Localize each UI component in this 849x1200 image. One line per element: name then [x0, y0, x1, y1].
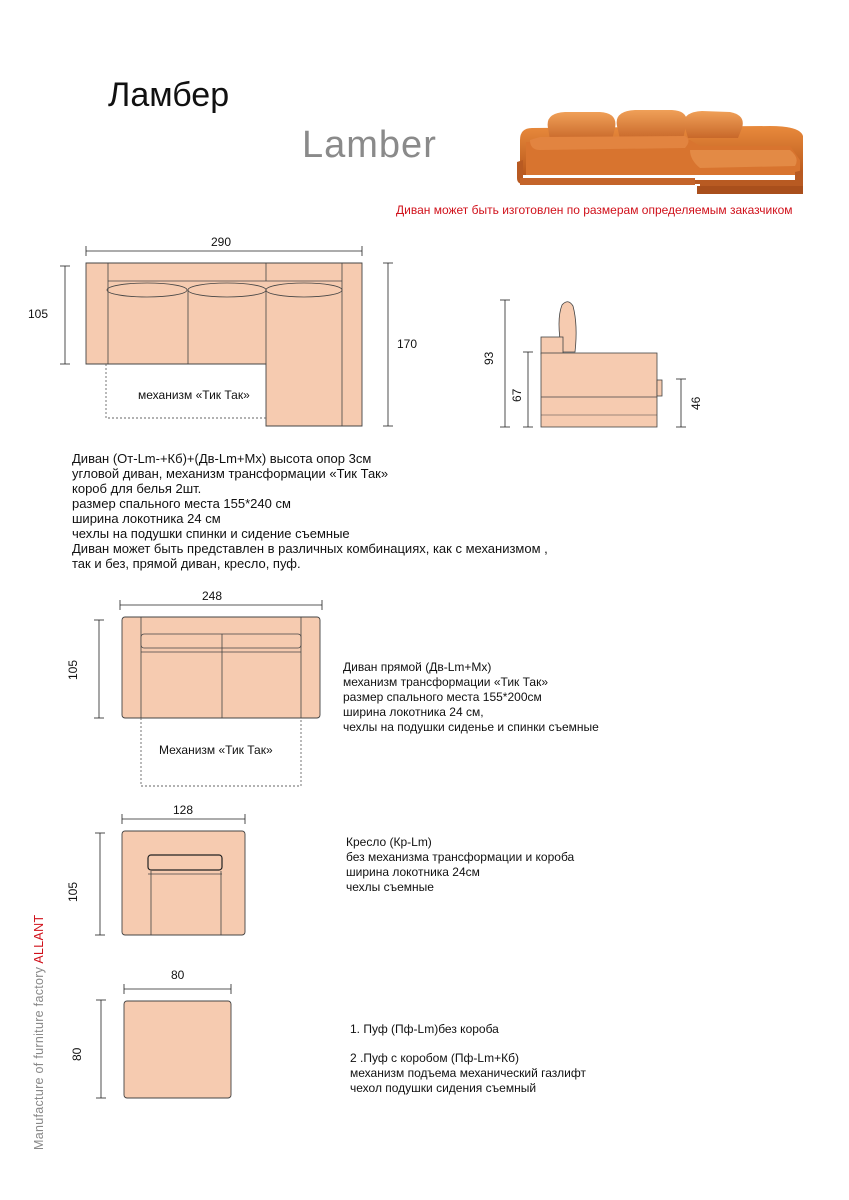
- pouf-description-1: 1. Пуф (Пф-Lm)без короба: [350, 1022, 499, 1036]
- straight-sofa-description: [343, 660, 599, 735]
- desc-line: чехлы съемные: [346, 880, 434, 894]
- desc-line: 2 .Пуф с коробом (Пф-Lm+Кб): [350, 1051, 519, 1065]
- pouf-width-label: 80: [171, 968, 185, 982]
- corner-sofa-mechanism-label: механизм «Тик Так»: [138, 388, 250, 402]
- pouf-depth-label: 80: [70, 1047, 84, 1061]
- straight-sofa-width-label: 248: [202, 589, 223, 603]
- desc-line: Диван может быть представлен в различных комбинациях, как с механизмом ,: [72, 541, 548, 556]
- desc-line: без механизма трансформации и короба: [346, 850, 575, 864]
- desc-line: чехол подушки сидения съемный: [350, 1081, 537, 1095]
- sofa-photo: [517, 110, 803, 194]
- straight-sofa-mechanism-label: Механизм «Тик Так»: [159, 743, 273, 757]
- desc-line: ширина локотника 24см: [346, 865, 480, 879]
- side-leg-height-label: 46: [689, 396, 703, 410]
- desc-line: чехлы на подушки спинки и сидение съемные: [72, 526, 350, 541]
- straight-sofa-plan: [94, 600, 322, 786]
- brand-vertical: [32, 915, 46, 1150]
- straight-sofa-depth-label: 105: [66, 659, 80, 680]
- armchair-description: [346, 835, 574, 895]
- desc-line: Диван прямой (Дв-Lm+Мх): [343, 660, 492, 674]
- brand-name: ALLANT: [32, 914, 46, 964]
- desc-line: Диван (От-Lm-+Кб)+(Дв-Lm+Мх) высота опор 3см: [72, 451, 372, 466]
- desc-line: механизм подъема механический газлифт: [350, 1066, 586, 1080]
- pouf-plan: [96, 984, 231, 1098]
- desc-line: размер спального места 155*200см: [343, 690, 542, 704]
- desc-line: угловой диван, механизм трансформации «Тик Так»: [72, 466, 389, 481]
- armchair-plan: [95, 814, 245, 935]
- desc-line: ширина локотника 24 см,: [343, 705, 484, 719]
- desc-line: чехлы на подушки сиденье и спинки съемные: [343, 720, 599, 734]
- armchair-width-label: 128: [173, 803, 194, 817]
- corner-sofa-width-label: 290: [211, 235, 232, 249]
- desc-line: так и без, прямой диван, кресло, пуф.: [72, 556, 301, 571]
- desc-line: размер спального места 155*240 см: [72, 496, 291, 511]
- corner-sofa-depth-label: 105: [28, 307, 49, 321]
- brand-text: Manufacture of furniture factory: [32, 966, 46, 1150]
- corner-sofa-side-view: [500, 300, 686, 427]
- corner-sofa-length-label: 170: [397, 337, 418, 351]
- corner-sofa-description: [72, 451, 548, 571]
- side-total-height-label: 93: [482, 351, 496, 365]
- custom-size-note: Диван может быть изготовлен по размерам определяемым заказчиком: [396, 203, 793, 217]
- desc-line: короб для белья 2шт.: [72, 481, 202, 496]
- product-title-en: Lamber: [302, 124, 437, 166]
- desc-line: ширина локотника 24 см: [72, 511, 221, 526]
- desc-line: механизм трансформации «Тик Так»: [343, 675, 548, 689]
- product-title-ru: Ламбер: [108, 76, 230, 114]
- desc-line: Кресло (Кр-Lm): [346, 835, 432, 849]
- side-seat-height-label: 67: [510, 388, 524, 402]
- pouf-description-2: [350, 1051, 586, 1096]
- armchair-depth-label: 105: [66, 881, 80, 902]
